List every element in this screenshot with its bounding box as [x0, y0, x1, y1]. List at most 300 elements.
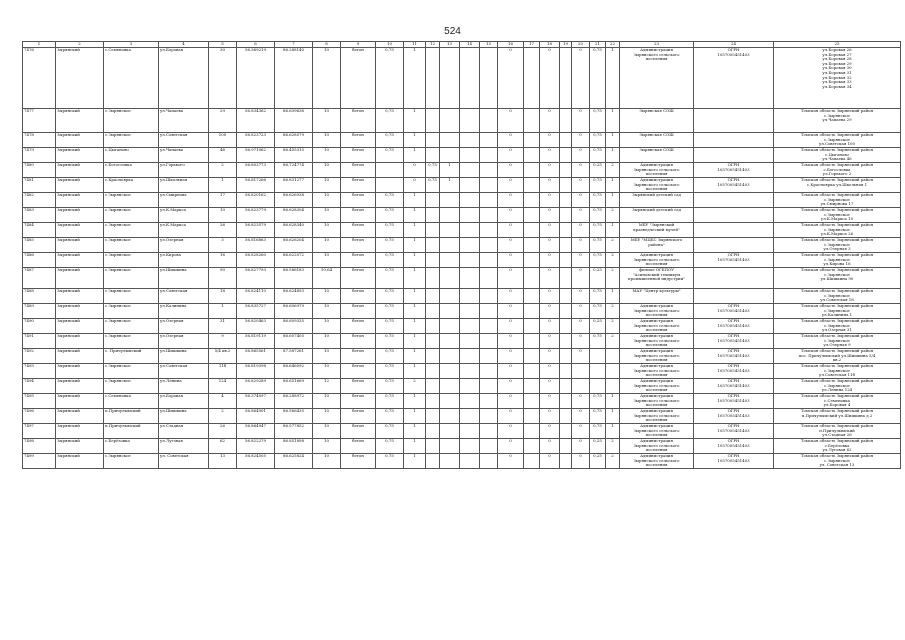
cell-line: поселения	[645, 417, 668, 423]
table-cell-col-6: 56.835727	[237, 304, 275, 319]
table-cell-col-8: 10	[313, 238, 341, 253]
table-row	[23, 439, 901, 454]
cell-line: с.Красноярка ул.Школьная 1	[806, 181, 868, 187]
table-cell-col-12	[426, 454, 440, 469]
cell-line: поселения	[645, 387, 668, 393]
cell-line: Зырянского сельского	[633, 181, 680, 187]
table-cell-col-14	[460, 379, 480, 394]
table-cell-col-6: 56.820463	[237, 319, 275, 334]
table-cell-col-11: 1	[404, 133, 426, 148]
table-cell-col-15	[480, 238, 498, 253]
table-cell-col-18: 0	[540, 424, 560, 439]
table-cell-col-2: Зырянский	[56, 394, 104, 409]
table-cell-col-17	[524, 268, 540, 289]
table-cell-col-21: 0,25	[590, 268, 606, 289]
table-cell-col-5: 26	[209, 223, 237, 238]
page-number: 524	[444, 26, 461, 37]
table-cell-col-23	[620, 409, 694, 424]
table-cell-col-14	[460, 48, 480, 109]
cell-line: Администрация	[640, 252, 673, 257]
table-cell-col-1: 7487	[23, 268, 56, 289]
cell-line: ОГРН	[727, 378, 740, 383]
table-cell-col-15	[480, 223, 498, 238]
table-cell-col-21: 0,25	[590, 163, 606, 178]
table-cell-col-22	[606, 349, 620, 364]
table-cell-col-11: 1	[404, 424, 426, 439]
table-cell-col-3: п.Причулымский	[104, 409, 159, 424]
table-cell-col-21: 0,75	[590, 148, 606, 163]
cell-line: Зырянская СОШ	[639, 147, 674, 152]
table-cell-col-21: 0,75	[590, 223, 606, 238]
table-cell-col-3: с.Зырянское	[104, 334, 159, 349]
cell-line: с.Зырянское	[824, 307, 850, 313]
cell-line: "Асиновский техникум	[632, 271, 681, 277]
cell-line: поселения	[645, 447, 668, 453]
column-header-17: 17	[524, 42, 540, 48]
table-cell-col-14	[460, 253, 480, 268]
table-cell-col-1: 7481	[23, 178, 56, 193]
table-cell-col-11: 1	[404, 454, 426, 469]
table-cell-col-25	[774, 163, 901, 178]
table-cell-col-17	[524, 304, 540, 319]
cell-line: Томская область Зырянский район	[800, 222, 874, 227]
table-cell-col-10	[376, 178, 404, 193]
table-cell-col-12	[426, 193, 440, 208]
table-cell-col-6: 56.817266	[237, 178, 275, 193]
cell-line: ОГРН	[727, 252, 740, 257]
table-cell-col-22: 2	[606, 268, 620, 289]
table-row	[23, 148, 901, 163]
table-cell-col-21: 0,75	[590, 394, 606, 409]
cell-line: Томская область Зырянский район	[800, 267, 874, 272]
table-cell-col-4: ул.Озерная	[159, 334, 209, 349]
table-cell-col-11: 1	[404, 439, 426, 454]
table-cell-col-18: 0	[540, 148, 560, 163]
cell-line: ул.Боровая 28	[822, 56, 852, 62]
table-cell-col-6: 56.827793	[237, 268, 275, 289]
table-cell-col-1: 7495	[23, 394, 56, 409]
table-cell-col-2: Зырянский	[56, 163, 104, 178]
table-cell-col-14	[460, 193, 480, 208]
table-cell-col-5: 5/4 кв.2	[209, 349, 237, 364]
table-cell-col-1: 7477	[23, 109, 56, 133]
table-cell-col-15	[480, 109, 498, 133]
table-cell-col-3: с.Зырянское	[104, 379, 159, 394]
cell-line: Администрация	[640, 303, 673, 308]
table-cell-col-24	[694, 409, 774, 424]
table-cell-col-20: 0	[572, 409, 590, 424]
cell-line: Администрация	[640, 438, 673, 443]
table-cell-col-3: с.Богословка	[104, 163, 159, 178]
cell-line: Администрация	[640, 318, 673, 323]
cell-line: 1057005451403	[717, 181, 750, 187]
table-cell-col-12	[426, 48, 440, 109]
table-cell-col-3: с.Зырянское	[104, 454, 159, 469]
table-cell-col-12	[426, 304, 440, 319]
table-cell-col-7: 86.622072	[275, 253, 313, 268]
table-cell-col-15	[480, 409, 498, 424]
table-cell-col-17	[524, 133, 540, 148]
table-cell-col-7: 86.639636	[275, 109, 313, 133]
cell-line: поселения	[645, 462, 668, 468]
table-cell-col-19	[560, 238, 572, 253]
table-cell-col-22: 2	[606, 454, 620, 469]
cell-line: Зырянского сельского	[633, 337, 680, 343]
cell-line: поселения	[645, 186, 668, 192]
table-cell-col-24	[694, 163, 774, 178]
table-cell-col-5: 13	[209, 454, 237, 469]
table-cell-col-25	[774, 394, 901, 409]
table-cell-col-8: 10	[313, 148, 341, 163]
cell-line: Зырянская СОШ	[639, 108, 674, 113]
table-cell-col-13	[440, 439, 460, 454]
cell-line: поселения	[645, 56, 668, 62]
table-cell-col-10: 0,75	[376, 208, 404, 223]
table-cell-col-9: бетон	[341, 424, 376, 439]
table-cell-col-18: 0	[540, 454, 560, 469]
table-row	[23, 193, 901, 208]
table-cell-col-1: 7494	[23, 379, 56, 394]
table-cell-col-4: ул.Ленина	[159, 379, 209, 394]
cell-line: Зырянского сельского	[633, 367, 680, 373]
table-cell-col-1: 7497	[23, 424, 56, 439]
table-cell-col-8: 10	[313, 48, 341, 109]
table-cell-col-12	[426, 208, 440, 223]
table-cell-col-13	[440, 334, 460, 349]
table-cell-col-4: ул.Шишкина	[159, 268, 209, 289]
table-cell-col-25	[774, 208, 901, 223]
table-cell-col-23	[620, 238, 694, 253]
table-cell-col-5: 2	[209, 409, 237, 424]
table-cell-col-23	[620, 223, 694, 238]
column-header-21: 21	[590, 42, 606, 48]
table-cell-col-20: 0	[572, 148, 590, 163]
table-cell-col-3: с.Зырянское	[104, 133, 159, 148]
cell-line: 1057005451403	[717, 256, 750, 262]
table-row	[23, 163, 901, 178]
column-header-6: 6	[237, 42, 275, 48]
table-cell-col-19	[560, 193, 572, 208]
table-row	[23, 394, 901, 409]
table-cell-col-16: 0	[498, 268, 524, 289]
cell-line: района"	[648, 241, 665, 247]
cell-line: ОГРН	[727, 348, 740, 353]
table-cell-col-21: 0,75	[590, 238, 606, 253]
table-cell-col-15	[480, 289, 498, 304]
table-cell-col-13	[440, 148, 460, 163]
column-header-3: 3	[104, 42, 159, 48]
cell-line: ул.Смирнова 17	[820, 201, 854, 207]
table-row	[23, 319, 901, 334]
table-cell-col-18: 0	[540, 48, 560, 109]
cell-line: ул.Боровая 31	[822, 69, 852, 75]
cell-line: Зырянского сельского	[633, 427, 680, 433]
table-cell-col-13	[440, 319, 460, 334]
table-cell-col-20	[572, 379, 590, 394]
column-header-24: 24	[694, 42, 774, 48]
table-cell-col-6: 56.823779	[237, 208, 275, 223]
table-cell-col-6: 56.823579	[237, 223, 275, 238]
table-cell-col-22: 2	[606, 439, 620, 454]
table-cell-col-3: с.Красноярка	[104, 178, 159, 193]
table-cell-col-23	[620, 193, 694, 208]
table-cell-col-1: 7480	[23, 163, 56, 178]
table-cell-col-8: 10	[313, 208, 341, 223]
table-cell-col-19	[560, 223, 572, 238]
table-cell-col-25	[774, 409, 901, 424]
table-cell-col-15	[480, 208, 498, 223]
cell-line: с.Зырянское	[824, 112, 850, 118]
table-cell-col-18: 0	[540, 394, 560, 409]
table-cell-col-1: 7484	[23, 223, 56, 238]
table-cell-col-4: ул.К.Маркса	[159, 208, 209, 223]
table-cell-col-9: бетон	[341, 253, 376, 268]
table-cell-col-3: с.Берёзовка	[104, 439, 159, 454]
table-cell-col-18: 0	[540, 304, 560, 319]
table-cell-col-20: 0	[572, 208, 590, 223]
table-cell-col-16: 0	[498, 379, 524, 394]
table-cell-col-24	[694, 208, 774, 223]
table-cell-col-4: ул.Стадная	[159, 424, 209, 439]
table-cell-col-22: 1	[606, 109, 620, 133]
cell-line: Томская область Зырянский район	[800, 177, 874, 182]
table-cell-col-22: 1	[606, 409, 620, 424]
table-cell-col-19	[560, 268, 572, 289]
column-header-16: 16	[498, 42, 524, 48]
table-cell-col-23	[620, 334, 694, 349]
table-cell-col-20: 0	[572, 454, 590, 469]
table-cell-col-25	[774, 439, 901, 454]
table-row	[23, 364, 901, 379]
table-cell-col-11: 1	[404, 48, 426, 109]
table-cell-col-19	[560, 439, 572, 454]
cell-line: ул.Советская 11б	[819, 372, 855, 378]
table-cell-col-5: 31	[209, 319, 237, 334]
table-cell-col-25	[774, 238, 901, 253]
table-cell-col-11: 1	[404, 238, 426, 253]
cell-line: ул.Озерная 31	[822, 327, 852, 333]
table-cell-col-18: 0	[540, 238, 560, 253]
table-cell-col-1: 7483	[23, 208, 56, 223]
table-cell-col-25	[774, 289, 901, 304]
cell-line: ул.Шишкина 90	[820, 276, 854, 282]
table-cell-col-8: 10	[313, 133, 341, 148]
table-cell-col-4: ул.Луговая	[159, 439, 209, 454]
table-cell-col-20: 0	[572, 334, 590, 349]
table-cell-col-16: 0	[498, 193, 524, 208]
table-cell-col-1: 7490	[23, 319, 56, 334]
table-cell-col-16: 0	[498, 223, 524, 238]
table-cell-col-21: 0,75	[590, 193, 606, 208]
table-row	[23, 238, 901, 253]
cell-line: с.Зырянское	[824, 226, 850, 232]
table-cell-col-23	[620, 454, 694, 469]
table-cell-col-13	[440, 253, 460, 268]
table-cell-col-4: ул.К.Маркса	[159, 223, 209, 238]
cell-line: краеведческий музей"	[633, 226, 680, 232]
cell-line: ул.Боровая 27	[822, 51, 852, 57]
column-header-12: 12	[426, 42, 440, 48]
table-cell-col-6: 56.819119	[237, 334, 275, 349]
table-cell-col-18: 0	[540, 409, 560, 424]
table-cell-col-24	[694, 439, 774, 454]
table-cell-col-22: 1	[606, 133, 620, 148]
table-cell-col-24	[694, 148, 774, 163]
cell-line: 1057005451403	[717, 352, 750, 358]
table-row	[23, 48, 901, 109]
table-cell-col-24	[694, 304, 774, 319]
table-cell-col-24	[694, 238, 774, 253]
table-cell-col-17	[524, 48, 540, 109]
table-cell-col-5: 17	[209, 193, 237, 208]
table-cell-col-21: 0,75	[590, 178, 606, 193]
table-cell-col-6: 56.374097	[237, 394, 275, 409]
table-cell-col-20: 0	[572, 133, 590, 148]
table-cell-col-2: Зырянский	[56, 253, 104, 268]
table-cell-col-2: Зырянский	[56, 223, 104, 238]
table-cell-col-19	[560, 454, 572, 469]
table-cell-col-19	[560, 289, 572, 304]
table-cell-col-14	[460, 364, 480, 379]
table-cell-col-13	[440, 379, 460, 394]
table-cell-col-18: 0	[540, 439, 560, 454]
table-row	[23, 223, 901, 238]
table-cell-col-2: Зырянский	[56, 268, 104, 289]
cell-line: ул.Чапаева 46	[822, 156, 852, 162]
table-cell-col-25	[774, 334, 901, 349]
table-cell-col-8: 10	[313, 109, 341, 133]
table-cell-col-10: 0,75	[376, 409, 404, 424]
cell-line: 1057005451403	[717, 367, 750, 373]
table-cell-col-12	[426, 379, 440, 394]
table-cell-col-8: 10	[313, 163, 341, 178]
table-cell-col-7: 86.628304	[275, 208, 313, 223]
table-cell-col-13	[440, 349, 460, 364]
table-cell-col-20	[572, 364, 590, 379]
table-cell-col-10: 0,75	[376, 394, 404, 409]
table-cell-col-12	[426, 439, 440, 454]
table-cell-col-14	[460, 223, 480, 238]
table-cell-col-1: 7476	[23, 48, 56, 109]
table-cell-col-6: 56.824110	[237, 289, 275, 304]
table-cell-col-12	[426, 319, 440, 334]
table-cell-col-19	[560, 109, 572, 133]
table-cell-col-5: 4	[209, 394, 237, 409]
table-cell-col-12: 0,75	[426, 163, 440, 178]
cell-line: Зырянского сельского	[633, 307, 680, 313]
table-cell-col-15	[480, 268, 498, 289]
table-cell-col-4: ул.Горького	[159, 163, 209, 178]
cell-line: пос. Причулымский ул.Шишкина 5/4	[798, 352, 876, 358]
cell-line: Администрация	[640, 177, 673, 182]
table-cell-col-5: 124	[209, 379, 237, 394]
table-cell-col-8: 10	[313, 178, 341, 193]
table-cell-col-8: 10	[313, 319, 341, 334]
table-cell-col-9: бетон	[341, 349, 376, 364]
table-cell-col-2: Зырянский	[56, 409, 104, 424]
table-cell-col-6: 56.823723	[237, 133, 275, 148]
table-cell-col-16: 0	[498, 48, 524, 109]
table-cell-col-18: 0	[540, 178, 560, 193]
table-cell-col-10: 0,75	[376, 364, 404, 379]
cell-line: Зырянского сельского	[633, 166, 680, 172]
table-cell-col-5: 1	[209, 178, 237, 193]
table-cell-col-24	[694, 319, 774, 334]
table-cell-col-10: 0,75	[376, 379, 404, 394]
cell-line: с.Цыганово	[825, 151, 849, 157]
table-cell-col-19	[560, 148, 572, 163]
table-cell-col-23	[620, 268, 694, 289]
table-cell-col-22: 1	[606, 223, 620, 238]
cell-line: Зырянского сельского	[633, 256, 680, 262]
table-cell-col-3: с.Зырянское	[104, 364, 159, 379]
table-cell-col-25	[774, 319, 901, 334]
table-cell-col-17	[524, 364, 540, 379]
cell-line: Зырянского сельского	[633, 51, 680, 57]
cell-line: ул.К.Маркса 26	[820, 231, 854, 237]
table-cell-col-9: бетон	[341, 109, 376, 133]
cell-line: Томская область Зырянский район	[800, 333, 874, 338]
table-cell-col-21: 0,75	[590, 109, 606, 133]
cell-line: поселения	[645, 327, 668, 333]
table-cell-col-24	[694, 253, 774, 268]
table-cell-col-3: с.Зырянское	[104, 109, 159, 133]
table-cell-col-16: 0	[498, 349, 524, 364]
table-cell-col-15	[480, 454, 498, 469]
cell-line: ул.Боровая 30	[822, 65, 852, 71]
table-cell-col-24	[694, 364, 774, 379]
cell-line: с.Зырянское	[824, 457, 850, 463]
table-cell-col-15	[480, 48, 498, 109]
table-cell-col-16: 0	[498, 163, 524, 178]
table-cell-col-5: 3	[209, 238, 237, 253]
table-cell-col-21: 0,75	[590, 334, 606, 349]
cell-line: Администрация	[640, 333, 673, 338]
table-cell-col-5: 100	[209, 133, 237, 148]
table-cell-col-4: ул.Смирнова	[159, 193, 209, 208]
table-cell-col-1: 7498	[23, 439, 56, 454]
table-cell-col-2: Зырянский	[56, 238, 104, 253]
table-cell-col-22	[606, 364, 620, 379]
cell-line: ОГРН	[727, 333, 740, 338]
cell-line: с.Зырянское	[824, 196, 850, 202]
table-cell-col-16: 0	[498, 253, 524, 268]
table-cell-col-10: 0,75	[376, 223, 404, 238]
table-cell-col-13	[440, 48, 460, 109]
table-cell-col-7: 86.288972	[275, 394, 313, 409]
table-cell-col-5: 9	[209, 334, 237, 349]
table-cell-col-10: 0,75	[376, 109, 404, 133]
cell-line: ул.Стадная 26	[822, 432, 852, 438]
cell-line: Томская область Зырянский район	[800, 408, 874, 413]
table-cell-col-2: Зырянский	[56, 364, 104, 379]
table-cell-col-8: 10	[313, 304, 341, 319]
table-cell-col-15	[480, 319, 498, 334]
table-cell-col-9: бетон	[341, 319, 376, 334]
table-cell-col-3: с.Зырянское	[104, 304, 159, 319]
table-cell-col-6: 56.820162	[237, 193, 275, 208]
table-cell-col-23	[620, 289, 694, 304]
table-cell-col-9: бетон	[341, 133, 376, 148]
table-cell-col-12	[426, 394, 440, 409]
table-cell-col-11: 1	[404, 364, 426, 379]
table-cell-col-23	[620, 379, 694, 394]
table-cell-col-19	[560, 379, 572, 394]
cell-line: с.Богословка	[823, 166, 851, 172]
cell-line: ОГРН	[727, 363, 740, 368]
table-cell-col-25	[774, 349, 901, 364]
table-cell-col-17	[524, 289, 540, 304]
